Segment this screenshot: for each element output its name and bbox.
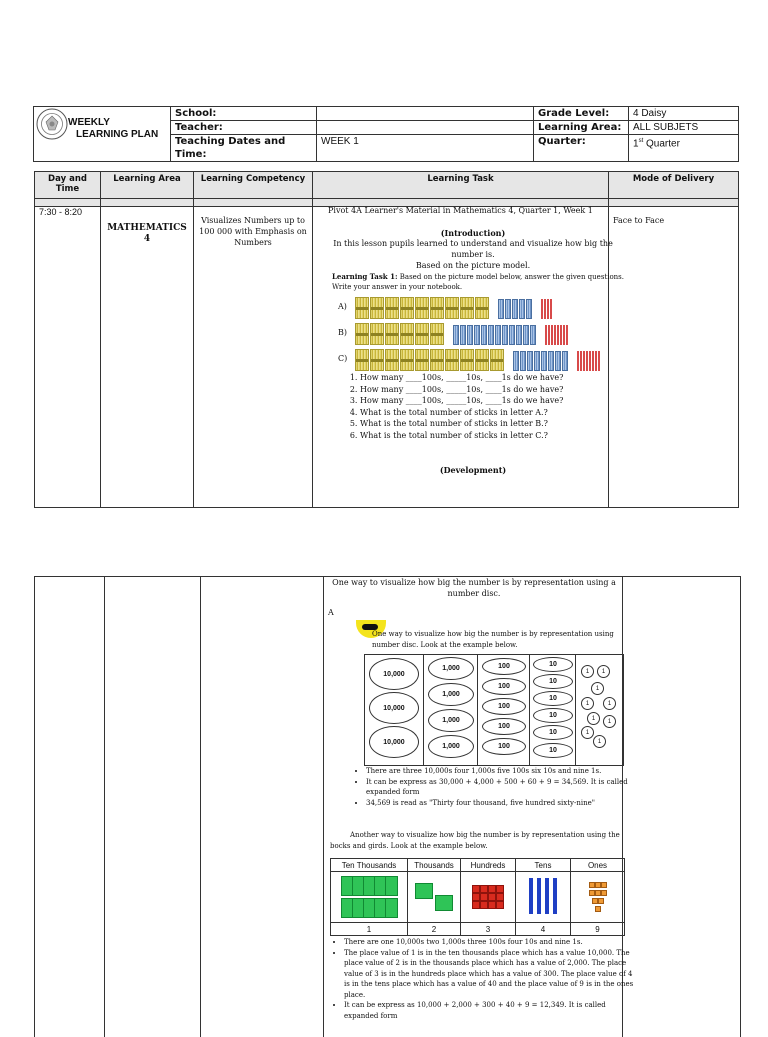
- question-item: 5. What is the total number of sticks in letter B.?: [360, 418, 650, 430]
- pv-digit: 2: [408, 923, 461, 936]
- grade-value: 4 Daisy: [629, 107, 739, 121]
- school-value: [317, 107, 534, 121]
- disc-10: 10: [533, 691, 573, 706]
- disc-10000: 10,000: [369, 692, 419, 724]
- pv-header-ten-thousands: Ten Thousands: [331, 859, 408, 872]
- dates-label: Teaching Dates and Time:: [171, 135, 317, 162]
- ones-sticks: [541, 299, 553, 323]
- pv-digit: 4: [516, 923, 571, 936]
- disc-100: 100: [482, 738, 526, 755]
- pv-header-thousands: Thousands: [408, 859, 461, 872]
- block-bullet: • There are one 10,000s two 1,000s three 100s four 10s and nine 1s.: [344, 937, 638, 948]
- tens-bundles: [453, 325, 537, 349]
- area-value: ALL SUBJETS: [629, 121, 739, 135]
- task-source: Pivot 4A Learner's Material in Mathematics 4, Quarter 1, Week 1: [328, 206, 593, 215]
- time-cell: 7:30 - 8:20: [35, 207, 101, 508]
- disc-10: 10: [533, 708, 573, 723]
- disc-10: 10: [533, 674, 573, 689]
- area-cell: MATHEMATICS 4: [101, 207, 194, 508]
- quarter-value: [629, 135, 739, 162]
- col-header-competency: Learning Competency: [194, 172, 313, 199]
- plan-title: [68, 117, 158, 141]
- col-header-learning-task: Learning Task: [313, 172, 609, 199]
- intro-text: In this lesson pupils learned to understand and visualize how big the number is.: [333, 239, 613, 259]
- place-value-table: [330, 858, 625, 936]
- disc-1000: 1,000: [428, 735, 474, 758]
- deped-seal-icon: [36, 108, 68, 140]
- disc-1: 1: [603, 715, 616, 728]
- disc-1000: 1,000: [428, 709, 474, 732]
- mode-cell: Face to Face: [609, 207, 739, 508]
- disc-bullets: [352, 766, 638, 808]
- disc-1: 1: [597, 665, 610, 678]
- pv-digit: 1: [331, 923, 408, 936]
- intro-based: Based on the picture model.: [415, 261, 531, 270]
- hundreds-bundles: [355, 297, 490, 323]
- disc-10: 10: [533, 743, 573, 758]
- disc-10000: 10,000: [369, 726, 419, 758]
- stick-model-b: [338, 323, 569, 349]
- school-label: School:: [171, 107, 317, 121]
- question-item: 1. How many ____100s, _____10s, ____1s do we have?: [360, 372, 650, 384]
- stick-model-a: [338, 297, 553, 323]
- grade-label: Grade Level:: [534, 107, 629, 121]
- disc-1000: 1,000: [428, 657, 474, 680]
- teacher-label: Teacher:: [171, 121, 317, 135]
- disc-1: 1: [587, 712, 600, 725]
- col-header-learning-area: Learning Area: [101, 172, 194, 199]
- question-list: [328, 372, 650, 441]
- block-bullet: • The place value of 1 is in the ten thousands place which has a value 10,000. The place value of 2 is in the thousands place which has a value of 2,000. The place value of 3 is in the hundreds place which has a value of 300. The place value of 4 is in the tens place which has a value of 40 and the place value of 9 is in the ones place.: [344, 948, 638, 1001]
- disc-1: 1: [581, 726, 594, 739]
- thousand-cubes: [408, 872, 461, 923]
- disc-10000: 10,000: [369, 658, 419, 690]
- learning-task-label: Learning Task 1:: [332, 272, 398, 281]
- question-item: 2. How many ____100s, _____10s, ____1s do we have?: [360, 384, 650, 396]
- disc-bullet: • There are three 10,000s four 1,000s five 100s six 10s and nine 1s.: [366, 766, 638, 777]
- question-item: 6. What is the total number of sticks in letter C.?: [360, 430, 650, 442]
- stick-label-b: B): [338, 328, 347, 337]
- number-disc-grid: [364, 654, 624, 766]
- disc-1: 1: [603, 697, 616, 710]
- ten-thousand-blocks: [331, 872, 408, 923]
- blocks-intro: Another way to visualize how big the number is by representation using the bocks and girds. Look at the example below.: [330, 831, 620, 850]
- learning-task-text: Based on the picture model below, answer the given questions. Write your answer in your notebook.: [332, 273, 624, 291]
- disc-100: 100: [482, 718, 526, 735]
- quarter-word: Quarter: [643, 138, 680, 150]
- pv-header-tens: Tens: [516, 859, 571, 872]
- disc-100: 100: [482, 658, 526, 675]
- development-title: (Development): [439, 465, 507, 475]
- plan-title-learning-plan: LEARNING PLAN: [76, 129, 159, 140]
- competency-cell: Visualizes Numbers up to 100 000 with Emphasis on Numbers: [194, 207, 313, 508]
- disc-1: 1: [581, 697, 594, 710]
- disc-bullet: • It can be express as 30,000 + 4,000 + 500 + 60 + 9 = 34,569. It is called expanded form: [366, 777, 638, 798]
- disc-10: 10: [533, 657, 573, 672]
- pv-digit: 3: [461, 923, 516, 936]
- block-bullet: • It can be express as 10,000 + 2,000 + 300 + 40 + 9 = 12,349. It is called expanded form: [344, 1000, 638, 1021]
- learning-task-instructions: [332, 272, 628, 292]
- disc-100: 100: [482, 698, 526, 715]
- col-header-day-time: Day and Time: [35, 172, 101, 199]
- pv-digit: 9: [571, 923, 625, 936]
- disc-100: 100: [482, 678, 526, 695]
- disc-10: 10: [533, 725, 573, 740]
- intro-title: (Introduction): [440, 228, 506, 238]
- question-item: 3. How many ____100s, _____10s, ____1s do we have?: [360, 395, 650, 407]
- hundreds-bundles: [355, 323, 445, 349]
- stick-label-c: C): [338, 354, 348, 363]
- block-bullets: [330, 937, 638, 1021]
- tens-bundles: [498, 299, 533, 323]
- quarter-superscript: st: [638, 138, 644, 144]
- pv-header-hundreds: Hundreds: [461, 859, 516, 872]
- disc-1: 1: [591, 682, 604, 695]
- page2-lead: One way to visualize how big the number is by representation using a number disc.: [332, 578, 616, 598]
- pv-header-ones: Ones: [571, 859, 625, 872]
- disc-intro: One way to visualize how big the number is by representation using number disc. Look at the example below.: [372, 630, 614, 649]
- quarter-label: Quarter:: [534, 135, 629, 162]
- hundred-flats: [461, 872, 516, 923]
- disc-1: 1: [593, 735, 606, 748]
- disc-bullet: • 34,569 is read as "Thirty four thousand, five hundred sixty-nine": [366, 798, 638, 809]
- quarter-number: 1: [633, 138, 639, 150]
- page2-marker: A: [328, 608, 334, 617]
- stick-label-a: A): [338, 302, 347, 311]
- area-label: Learning Area:: [534, 121, 629, 135]
- one-units: [571, 872, 625, 923]
- ones-sticks: [545, 325, 569, 349]
- dates-value: WEEK 1: [317, 135, 534, 162]
- col-header-mode: Mode of Delivery: [609, 172, 739, 199]
- disc-1000: 1,000: [428, 683, 474, 706]
- plan-title-weekly: WEEKLY: [68, 117, 110, 128]
- question-item: 4. What is the total number of sticks in letter A.?: [360, 407, 650, 419]
- ten-rods: [516, 872, 571, 923]
- disc-1: 1: [581, 665, 594, 678]
- teacher-value: [317, 121, 534, 135]
